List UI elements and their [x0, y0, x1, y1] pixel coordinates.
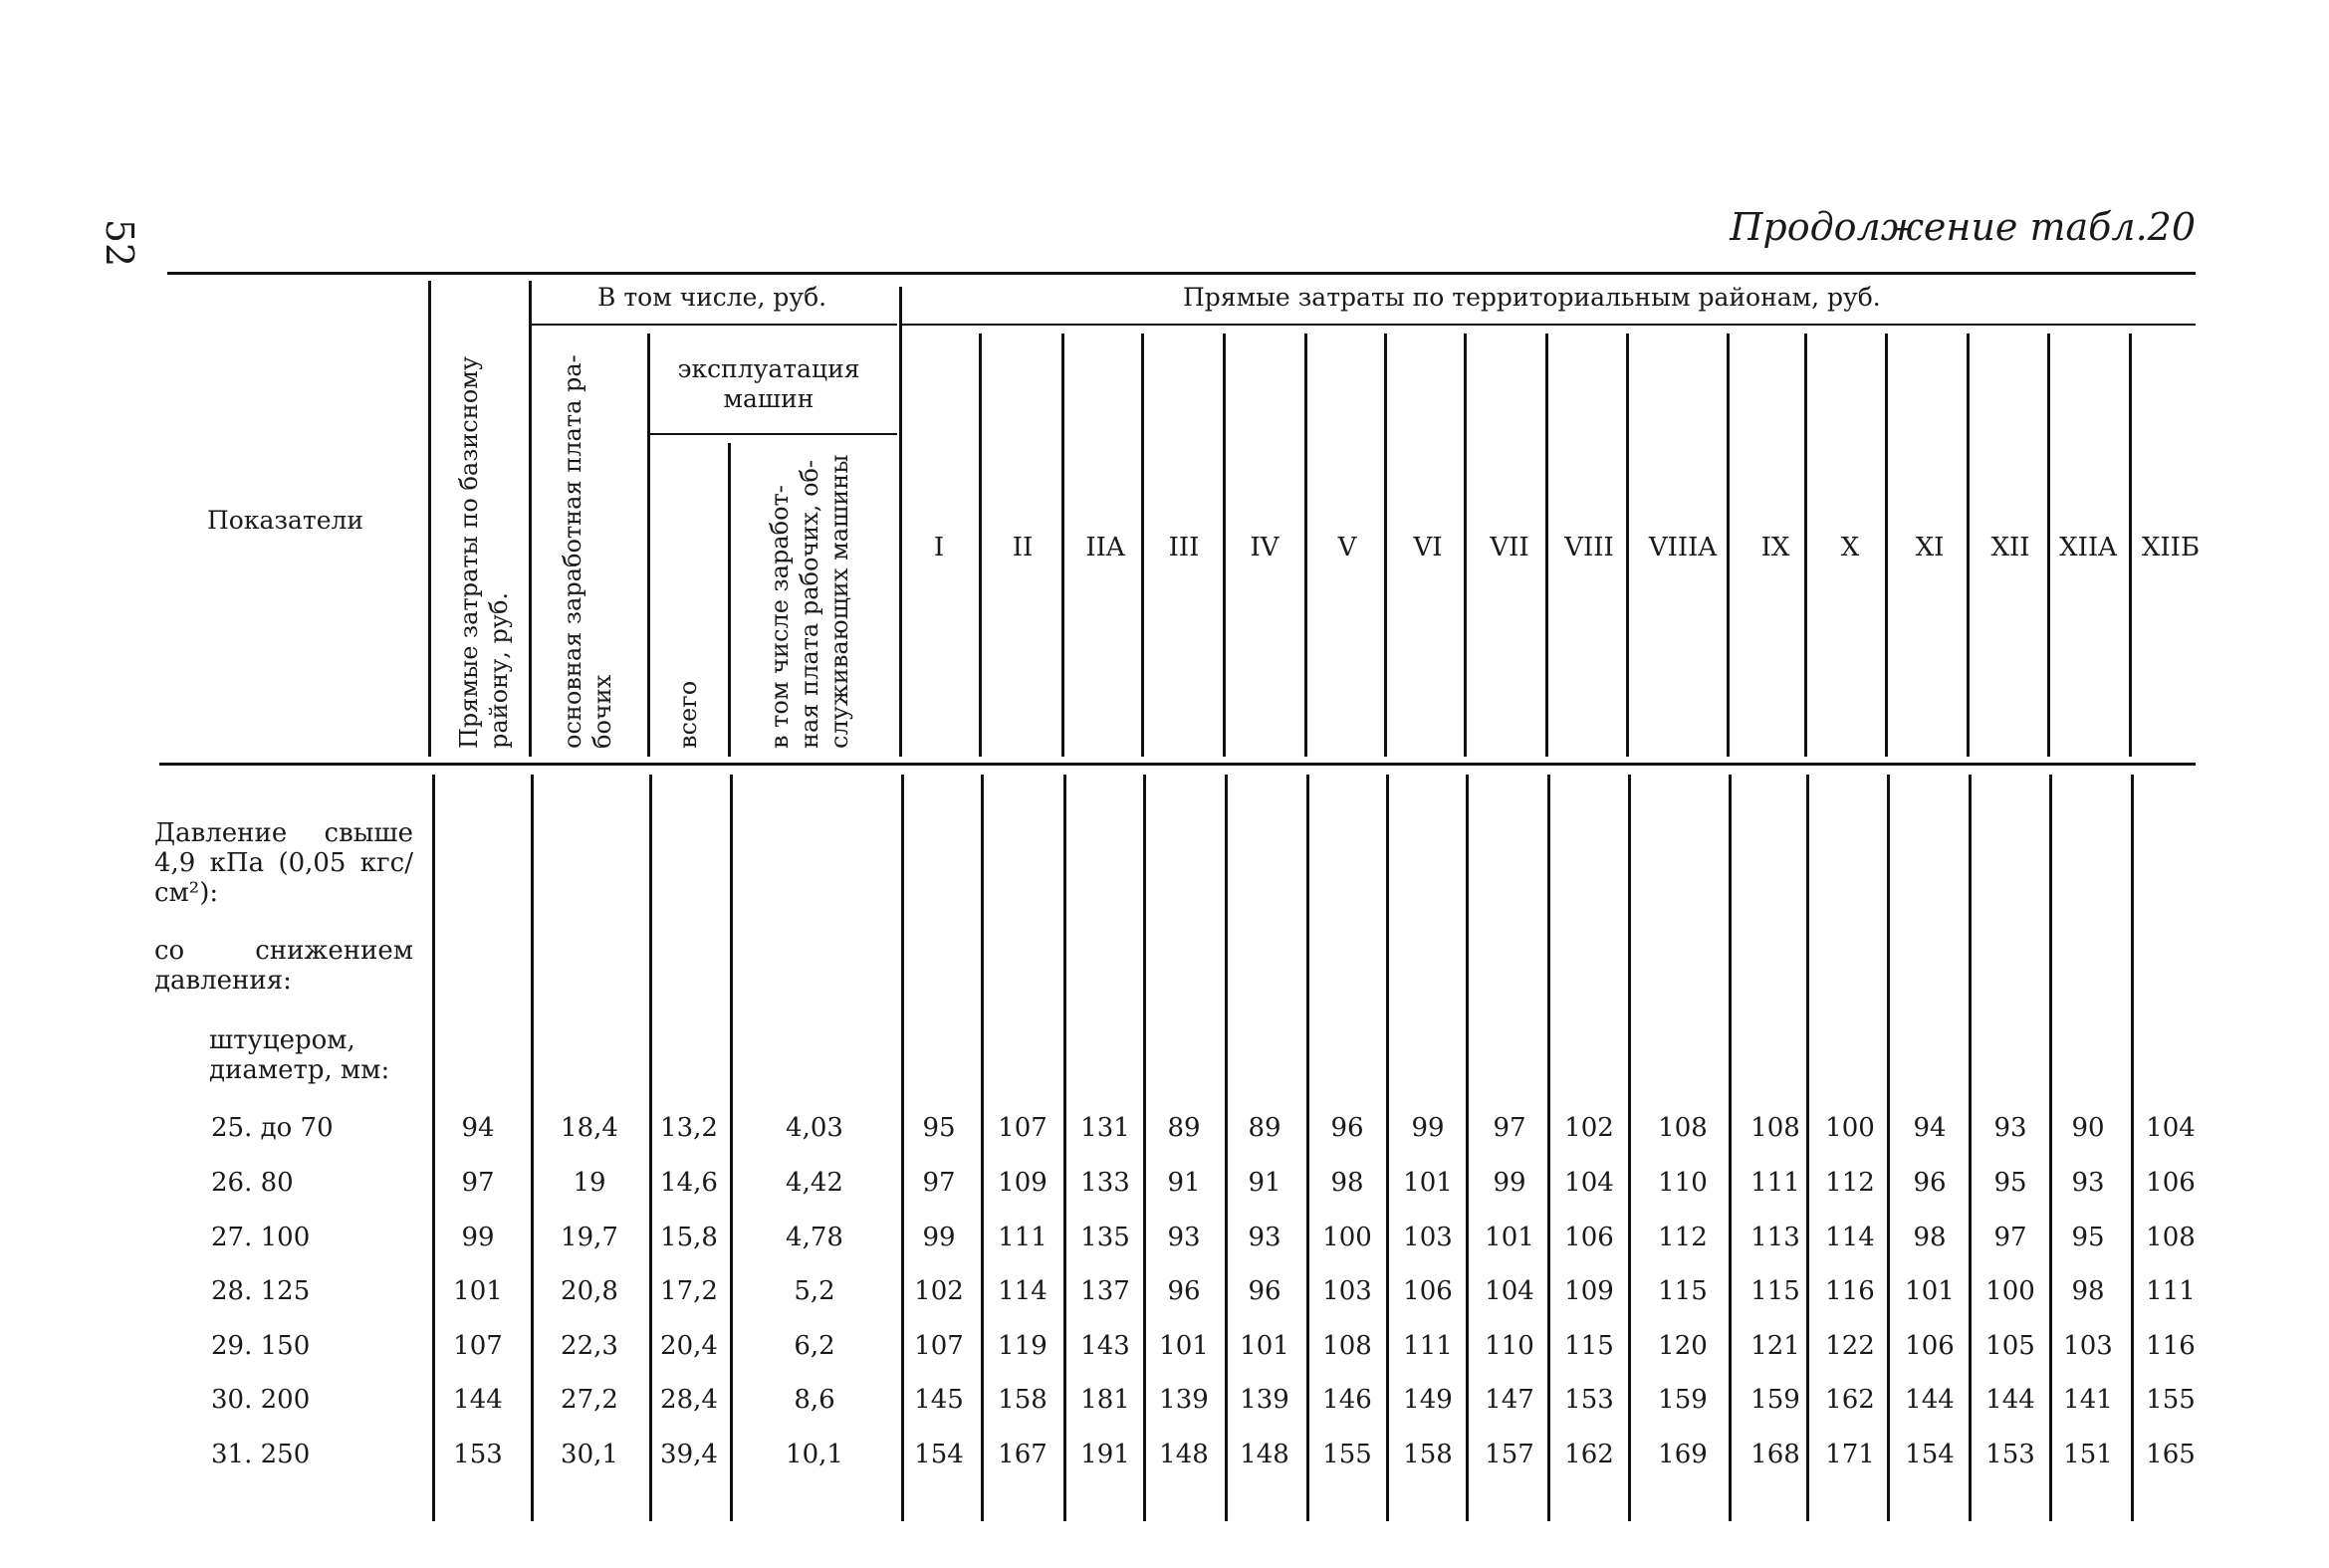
row-region-value: 104 [1564, 1168, 1614, 1198]
row-wage: 20,8 [561, 1276, 618, 1306]
row-total: 20,4 [660, 1331, 718, 1361]
row-region-value: 110 [1658, 1168, 1708, 1198]
rule-machine [648, 433, 897, 435]
row-region-value: 95 [922, 1113, 956, 1143]
row-region-value: 155 [1322, 1440, 1372, 1469]
row-region-value: 93 [2071, 1168, 2105, 1198]
row-region-value: 168 [1750, 1440, 1800, 1469]
row-region-value: 102 [914, 1276, 964, 1306]
row-region-value: 147 [1485, 1385, 1534, 1415]
row-region-value: 103 [1403, 1223, 1453, 1252]
row-region-value: 110 [1485, 1331, 1534, 1361]
row-region-value: 96 [1167, 1276, 1201, 1306]
region-label: VI [1413, 533, 1443, 562]
row-region-value: 111 [1750, 1168, 1800, 1198]
row-region-value: 107 [998, 1113, 1048, 1143]
row-wage: 18,4 [561, 1113, 618, 1143]
row-region-value: 100 [1322, 1223, 1372, 1252]
region-label: XIIA [2059, 533, 2117, 562]
row-region-value: 105 [1985, 1331, 2035, 1361]
row-total: 28,4 [660, 1385, 718, 1415]
row-incl: 5,2 [794, 1276, 835, 1306]
row-wage: 19 [573, 1168, 606, 1198]
row-region-value: 159 [1658, 1385, 1708, 1415]
row-region-value: 157 [1485, 1440, 1534, 1469]
row-wage: 27,2 [561, 1385, 618, 1415]
row-incl: 8,6 [794, 1385, 835, 1415]
row-region-value: 93 [1167, 1223, 1201, 1252]
row-region-value: 159 [1750, 1385, 1800, 1415]
row-region-value: 97 [1993, 1223, 2027, 1252]
row-region-value: 116 [1825, 1276, 1875, 1306]
row-region-value: 99 [1493, 1168, 1526, 1198]
row-region-value: 91 [1167, 1168, 1201, 1198]
row-region-value: 89 [1248, 1113, 1281, 1143]
header-incl-wage: в том числе заработ- ная плата рабочих, об- служивающих машины [766, 454, 853, 749]
row-base: 153 [453, 1440, 503, 1469]
row-region-value: 101 [1905, 1276, 1955, 1306]
row-region-value: 101 [1159, 1331, 1209, 1361]
row-region-value: 139 [1240, 1385, 1289, 1415]
rule-regional [901, 324, 2196, 326]
row-total: 17,2 [660, 1276, 718, 1306]
row-region-value: 95 [1993, 1168, 2027, 1198]
row-region-value: 155 [2146, 1385, 2196, 1415]
page-number: 52 [98, 218, 142, 268]
row-region-value: 111 [2146, 1276, 2196, 1306]
header-divider [529, 281, 532, 757]
row-region-value: 162 [1564, 1440, 1614, 1469]
row-region-value: 148 [1240, 1440, 1289, 1469]
row-region-value: 91 [1248, 1168, 1281, 1198]
row-region-value: 135 [1080, 1223, 1130, 1252]
row-region-value: 115 [1750, 1276, 1800, 1306]
row-label: 26. 80 [211, 1168, 294, 1198]
row-region-value: 95 [2071, 1223, 2105, 1252]
desc-pressure: Давление свыше 4,9 кПа (0,05 кгс/см²): [154, 818, 413, 908]
row-region-value: 112 [1658, 1223, 1708, 1252]
body-divider [1729, 775, 1732, 1521]
row-incl: 4,42 [786, 1168, 843, 1198]
row-incl: 6,2 [794, 1331, 835, 1361]
region-label: XIIБ [2141, 533, 2201, 562]
row-region-value: 131 [1080, 1113, 1130, 1143]
desc-fitting: штуцером, диаметр, мм: [209, 1025, 390, 1085]
row-wage: 22,3 [561, 1331, 618, 1361]
row-region-value: 119 [998, 1331, 1048, 1361]
row-region-value: 133 [1080, 1168, 1130, 1198]
region-label: IIA [1085, 533, 1125, 562]
header-base-cost: Прямые затраты по базисному району, руб. [455, 356, 513, 749]
region-label: V [1337, 533, 1357, 562]
row-region-value: 109 [998, 1168, 1048, 1198]
header-divider [899, 287, 902, 757]
row-region-value: 108 [1322, 1331, 1372, 1361]
row-region-value: 99 [922, 1223, 956, 1252]
row-label: 30. 200 [211, 1385, 311, 1415]
row-wage: 30,1 [561, 1440, 618, 1469]
region-label: VIII [1564, 533, 1614, 562]
row-region-value: 144 [1985, 1385, 2035, 1415]
region-label: X [1840, 533, 1860, 562]
row-region-value: 93 [1248, 1223, 1281, 1252]
region-label: IV [1250, 533, 1280, 562]
row-label: 28. 125 [211, 1276, 311, 1306]
row-label: 29. 150 [211, 1331, 311, 1361]
row-region-value: 96 [1248, 1276, 1281, 1306]
row-region-value: 98 [1330, 1168, 1364, 1198]
region-label: I [933, 533, 945, 562]
region-label: VII [1490, 533, 1529, 562]
header-total: всего [674, 680, 702, 749]
row-region-value: 90 [2071, 1113, 2105, 1143]
row-region-value: 169 [1658, 1440, 1708, 1469]
row-region-value: 106 [1403, 1276, 1453, 1306]
row-region-value: 106 [1564, 1223, 1614, 1252]
row-region-value: 111 [998, 1223, 1048, 1252]
row-region-value: 165 [2146, 1440, 2196, 1469]
row-label: 25. до 70 [211, 1113, 334, 1143]
row-region-value: 153 [1564, 1385, 1614, 1415]
region-label: XII [1990, 533, 2030, 562]
row-incl: 4,78 [786, 1223, 843, 1252]
body-divider [531, 775, 534, 1521]
region-label: IX [1760, 533, 1790, 562]
row-region-value: 121 [1750, 1331, 1800, 1361]
header-indicators: Показатели [207, 506, 364, 535]
row-region-value: 106 [1905, 1331, 1955, 1361]
row-region-value: 116 [2146, 1331, 2196, 1361]
header-including: В том числе, руб. [597, 283, 827, 312]
row-region-value: 158 [998, 1385, 1048, 1415]
row-region-value: 103 [2063, 1331, 2113, 1361]
row-region-value: 181 [1080, 1385, 1130, 1415]
row-region-value: 111 [1403, 1331, 1453, 1361]
row-region-value: 103 [1322, 1276, 1372, 1306]
row-base: 107 [453, 1331, 503, 1361]
rule-top [167, 272, 2196, 275]
row-region-value: 141 [2063, 1385, 2113, 1415]
row-total: 14,6 [660, 1168, 718, 1198]
row-region-value: 97 [922, 1168, 956, 1198]
row-region-value: 102 [1564, 1113, 1614, 1143]
row-region-value: 167 [998, 1440, 1048, 1469]
row-region-value: 139 [1159, 1385, 1209, 1415]
header-divider [728, 443, 731, 757]
row-region-value: 153 [1985, 1440, 2035, 1469]
row-region-value: 106 [2146, 1168, 2196, 1198]
row-region-value: 120 [1658, 1331, 1708, 1361]
row-region-value: 97 [1493, 1113, 1526, 1143]
row-region-value: 112 [1825, 1168, 1875, 1198]
row-region-value: 143 [1080, 1331, 1130, 1361]
row-region-value: 137 [1080, 1276, 1130, 1306]
row-base: 94 [461, 1113, 495, 1143]
row-base: 99 [461, 1223, 495, 1252]
row-region-value: 101 [1485, 1223, 1534, 1252]
row-region-value: 89 [1167, 1113, 1201, 1143]
row-region-value: 96 [1330, 1113, 1364, 1143]
row-region-value: 93 [1993, 1113, 2027, 1143]
rule-including [529, 324, 897, 326]
row-region-value: 115 [1564, 1331, 1614, 1361]
row-label: 27. 100 [211, 1223, 311, 1252]
row-region-value: 148 [1159, 1440, 1209, 1469]
region-label: XI [1915, 533, 1945, 562]
header-base-wage: основная заработная плата ра- бочих [559, 354, 616, 749]
row-region-value: 154 [1905, 1440, 1955, 1469]
header-machine-op: эксплуатация машин [677, 354, 860, 413]
header-divider [428, 281, 431, 757]
row-base: 101 [453, 1276, 503, 1306]
row-base: 144 [453, 1385, 503, 1415]
continuation-title: Продолжение табл.20 [1730, 205, 2196, 249]
row-label: 31. 250 [211, 1440, 311, 1469]
row-region-value: 99 [1411, 1113, 1445, 1143]
row-region-value: 191 [1080, 1440, 1130, 1469]
region-label: III [1168, 533, 1200, 562]
row-region-value: 158 [1403, 1440, 1453, 1469]
row-region-value: 104 [2146, 1113, 2196, 1143]
row-incl: 10,1 [786, 1440, 843, 1469]
row-total: 13,2 [660, 1113, 718, 1143]
region-label: VIIIA [1648, 533, 1718, 562]
header-regional: Прямые затраты по территориальным районам, руб. [1183, 283, 1881, 312]
row-region-value: 144 [1905, 1385, 1955, 1415]
row-region-value: 114 [998, 1276, 1048, 1306]
row-region-value: 171 [1825, 1440, 1875, 1469]
header-divider [647, 334, 650, 757]
row-region-value: 98 [2071, 1276, 2105, 1306]
row-region-value: 101 [1403, 1168, 1453, 1198]
row-region-value: 94 [1913, 1113, 1947, 1143]
row-region-value: 114 [1825, 1223, 1875, 1252]
row-region-value: 151 [2063, 1440, 2113, 1469]
row-region-value: 108 [1750, 1113, 1800, 1143]
row-region-value: 108 [2146, 1223, 2196, 1252]
row-region-value: 154 [914, 1440, 964, 1469]
rule-header-bottom [159, 763, 2196, 766]
row-region-value: 146 [1322, 1385, 1372, 1415]
region-divider [1727, 334, 1730, 757]
row-region-value: 107 [914, 1331, 964, 1361]
row-region-value: 162 [1825, 1385, 1875, 1415]
row-incl: 4,03 [786, 1113, 843, 1143]
row-region-value: 108 [1658, 1113, 1708, 1143]
row-base: 97 [461, 1168, 495, 1198]
region-label: II [1012, 533, 1034, 562]
row-total: 15,8 [660, 1223, 718, 1252]
row-region-value: 113 [1750, 1223, 1800, 1252]
row-total: 39,4 [660, 1440, 718, 1469]
region-divider [979, 334, 982, 757]
row-region-value: 149 [1403, 1385, 1453, 1415]
desc-reduction: со снижением давления: [154, 936, 413, 996]
row-region-value: 100 [1985, 1276, 2035, 1306]
row-wage: 19,7 [561, 1223, 618, 1252]
row-region-value: 96 [1913, 1168, 1947, 1198]
row-region-value: 101 [1240, 1331, 1289, 1361]
row-region-value: 115 [1658, 1276, 1708, 1306]
row-region-value: 100 [1825, 1113, 1875, 1143]
row-region-value: 98 [1913, 1223, 1947, 1252]
row-region-value: 122 [1825, 1331, 1875, 1361]
row-region-value: 104 [1485, 1276, 1534, 1306]
row-region-value: 109 [1564, 1276, 1614, 1306]
row-region-value: 145 [914, 1385, 964, 1415]
